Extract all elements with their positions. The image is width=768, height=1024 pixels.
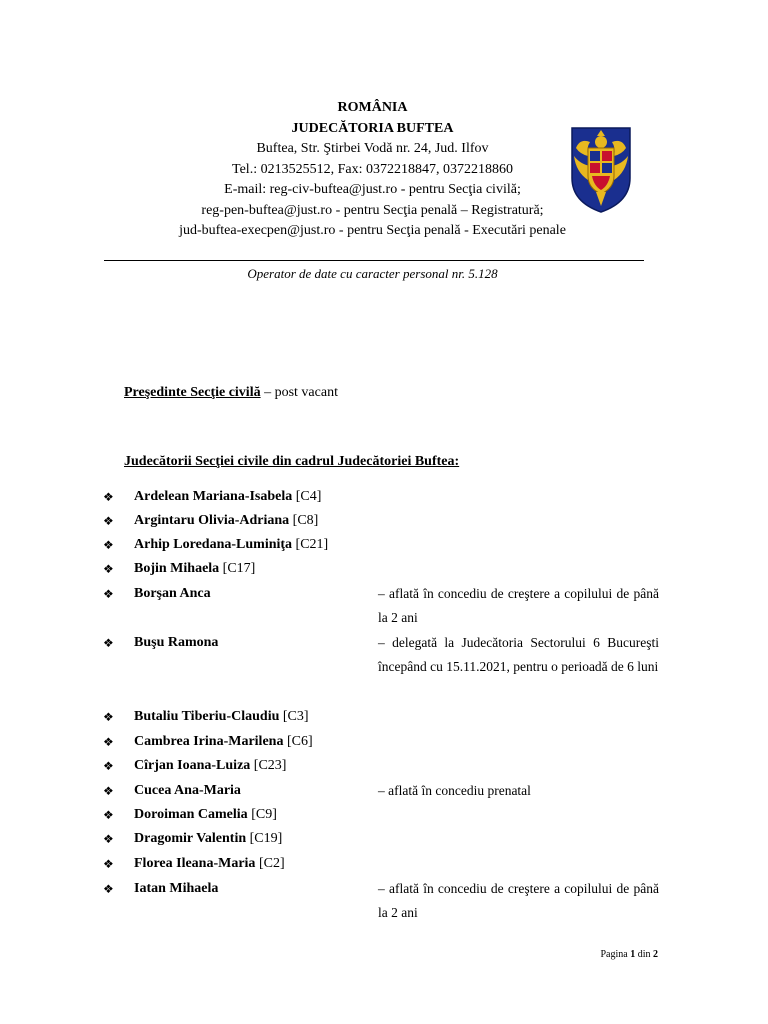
page-separator: din	[635, 949, 653, 960]
judge-item	[134, 557, 255, 581]
bullet-icon: ❖	[103, 562, 114, 576]
court-phone-fax: Tel.: 0213525512, Fax: 0372218847, 0372218860	[232, 161, 513, 177]
page-footer	[560, 947, 658, 963]
court-email-penal-execution: jud-buftea-execpen@just.ro - pentru Secţia penală - Executări penale	[179, 223, 566, 238]
judge-name: Florea Ileana-Maria	[134, 856, 256, 871]
judge-note: – aflată în concediu prenatal	[378, 783, 531, 798]
judge-name: Cambrea Irina-Marilena	[134, 734, 284, 749]
judge-item	[134, 877, 218, 901]
judge-code: [C19]	[246, 831, 283, 846]
court-email-civil: E-mail: reg-civ-buftea@just.ro - pentru Secţia civilă;	[224, 182, 521, 197]
judge-code: [C6]	[283, 734, 313, 749]
judge-name: Argintaru Olivia-Adriana	[134, 513, 290, 528]
bullet-icon: ❖	[103, 538, 114, 552]
president-line	[124, 383, 338, 403]
judge-item	[134, 509, 318, 533]
bullet-icon: ❖	[103, 587, 114, 601]
court-address: Buftea, Str. Ştirbei Vodă nr. 24, Jud. Ilfov	[256, 141, 489, 156]
judge-name: Cîrjan Ioana-Luiza	[134, 758, 251, 773]
judge-item	[134, 705, 309, 729]
bullet-icon: ❖	[103, 808, 114, 822]
judge-item	[134, 827, 282, 851]
judge-item	[134, 779, 241, 803]
bullet-icon: ❖	[103, 832, 114, 846]
bullet-icon: ❖	[103, 784, 114, 798]
judge-note: – aflată în concediu de creştere a copilului de până la 2 ani	[378, 881, 659, 920]
bullet-icon: ❖	[103, 514, 114, 528]
judge-item	[134, 485, 321, 509]
page-current: 1	[630, 949, 636, 960]
judge-code: [C23]	[250, 758, 287, 773]
bullet-icon: ❖	[103, 857, 114, 871]
judge-item	[134, 582, 211, 606]
judge-name: Dragomir Valentin	[134, 831, 247, 846]
data-operator-notice: Operator de date cu caracter personal nr. 5.128	[247, 266, 498, 281]
judge-item	[134, 852, 285, 876]
judge-item	[134, 730, 313, 754]
judge-name: Borşan Anca	[134, 586, 211, 601]
bullet-icon: ❖	[103, 636, 114, 650]
judge-note: – aflată în concediu de creştere a copilului de până la 2 ani	[378, 586, 659, 625]
judge-code: [C3]	[279, 709, 309, 724]
judge-code: [C2]	[255, 856, 285, 871]
judge-name: Cucea Ana-Maria	[134, 783, 241, 798]
judge-name: Doroiman Camelia	[134, 807, 248, 822]
court-name: JUDECĂTORIA BUFTEA	[291, 120, 454, 136]
judges-heading: Judecătorii Secţiei civile din cadrul Judecătoriei Buftea:	[124, 454, 460, 469]
judge-name: Bojin Mihaela	[134, 561, 220, 576]
judge-item	[134, 631, 218, 655]
bullet-icon: ❖	[103, 759, 114, 773]
judge-name: Buşu Ramona	[134, 635, 219, 650]
judge-note: – delegată la Judecătoria Sectorului 6 Bucureşti începând cu 15.11.2021, pentru o perioadă de 6 luni	[378, 635, 659, 674]
country-name: ROMÂNIA	[337, 100, 408, 115]
page-label: Pagina	[600, 949, 631, 960]
judge-item	[134, 754, 286, 778]
court-header	[100, 98, 645, 242]
judge-code: [C8]	[289, 513, 319, 528]
bullet-icon: ❖	[103, 490, 114, 504]
president-value: – post vacant	[260, 385, 338, 400]
judge-code: [C21]	[292, 537, 329, 552]
judge-name: Ardelean Mariana-Isabela	[134, 489, 293, 504]
court-email-penal-registry: reg-pen-buftea@just.ro - pentru Secţia penală – Registratură;	[201, 202, 544, 218]
judge-item	[134, 803, 277, 827]
bullet-icon: ❖	[103, 882, 114, 896]
judge-item	[134, 533, 328, 557]
judge-code: [C4]	[292, 489, 322, 504]
header-divider	[104, 260, 644, 261]
judge-name: Butaliu Tiberiu-Claudiu	[134, 709, 280, 724]
bullet-icon: ❖	[103, 735, 114, 749]
romania-coat-of-arms-icon	[566, 126, 636, 214]
judge-code: [C17]	[219, 561, 256, 576]
judge-code: [C9]	[247, 807, 277, 822]
judge-name: Iatan Mihaela	[134, 881, 219, 896]
page-total: 2	[653, 949, 658, 960]
bullet-icon: ❖	[103, 710, 114, 724]
judge-name: Arhip Loredana-Luminiţa	[134, 537, 293, 552]
president-label: Preşedinte Secţie civilă	[124, 385, 261, 400]
